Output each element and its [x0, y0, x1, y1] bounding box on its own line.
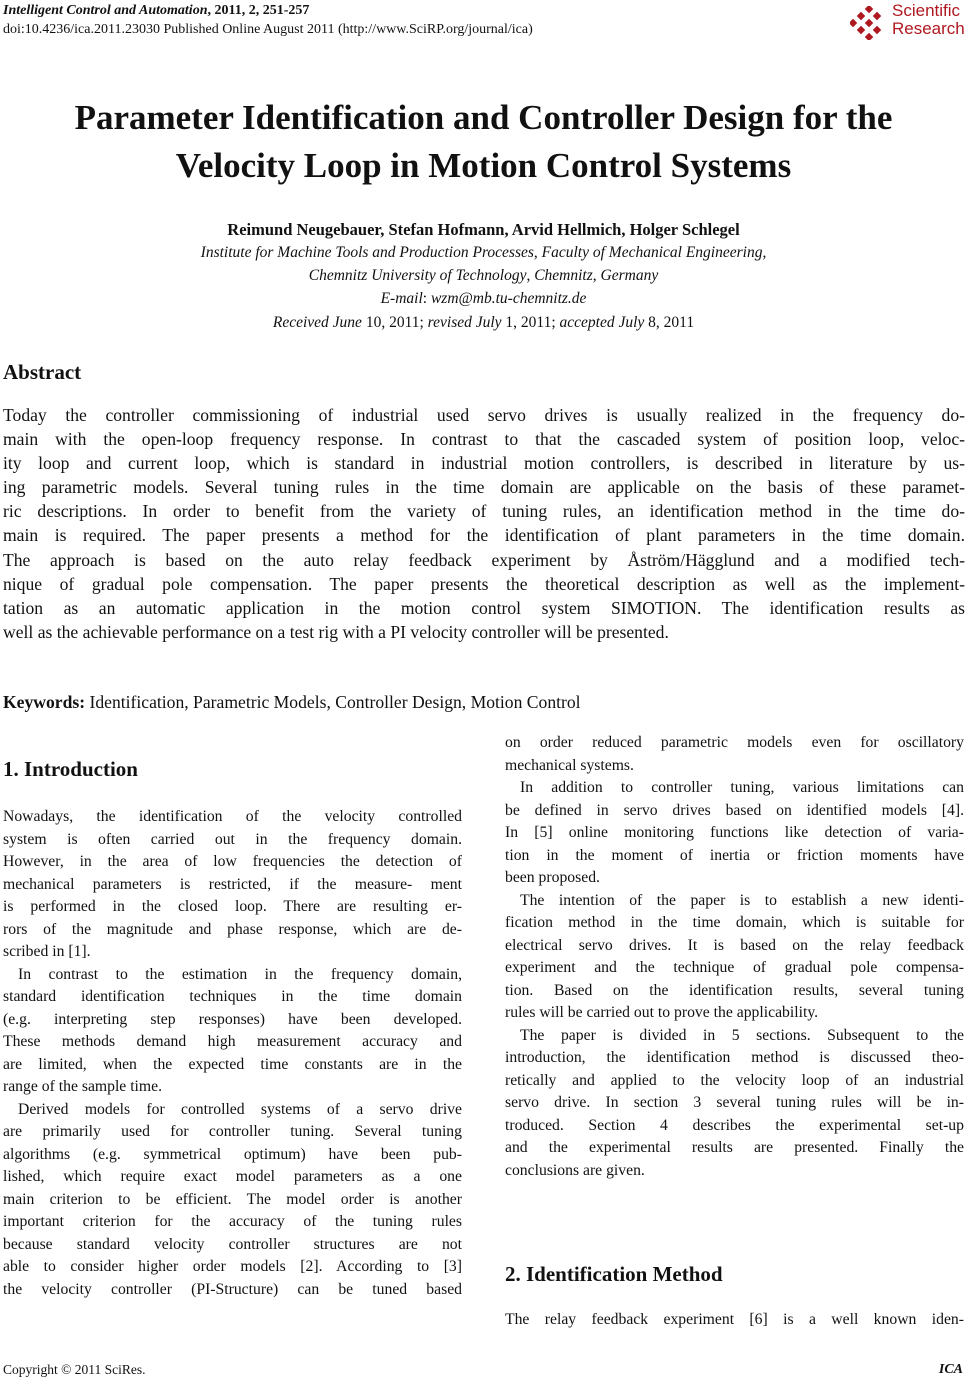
faculty: Faculty of Mechanical Engineering	[541, 244, 763, 261]
journal-name: Intelligent Control and Automation	[3, 3, 208, 18]
institute: Institute for Machine Tools and Production Processes	[200, 244, 534, 261]
text-line: introduction, the identification method is discussed theo-	[505, 1049, 964, 1066]
abstract-heading: Abstract	[3, 360, 82, 384]
authors: Reimund Neugebauer, Stefan Hofmann, Arvid Hellmich, Holger Schlegel	[227, 220, 740, 239]
accepted-label: accepted July	[559, 314, 645, 331]
text-line: lished, which require exact model parameters as a one	[3, 1168, 462, 1185]
text-line: In contrast to the estimation in the frequency domain,	[18, 965, 462, 983]
text-line: because standard velocity controller structures are not	[3, 1235, 462, 1253]
text-line: be defined in servo drives based on identified models [4].	[505, 801, 964, 819]
text-line: able to consider higher order models [2]. According to [3]	[3, 1258, 462, 1275]
title-line-1: Parameter Identification and Controller Design for the	[74, 98, 893, 137]
received-date: 10, 2011;	[361, 314, 428, 331]
logo-line-1: Scientific	[892, 1, 961, 20]
country: Germany	[600, 267, 659, 284]
abstract-line: main with the open-loop frequency response. In contrast to that the cascaded system of position loop, veloc-	[3, 429, 965, 450]
email-address[interactable]: wzm@mb.tu-chemnitz.de	[430, 290, 587, 307]
scirp-logo-icon	[850, 6, 888, 40]
text-line: are primarily used for controller tuning. Several tuning	[3, 1123, 462, 1140]
received-label: Received June	[272, 314, 362, 331]
text-line: on order reduced parametric models even for oscillatory	[505, 734, 964, 751]
abstract-body	[3, 403, 965, 644]
text-line: retically and applied to the velocity loop of an industrial	[505, 1071, 964, 1089]
abstract-line: ity loop and current loop, which is standard in industrial motion controllers, is described in literature by us-	[3, 453, 965, 474]
text-line: rules will be carried out to prove the applicability.	[505, 1004, 819, 1021]
city: Chemnitz	[534, 267, 593, 284]
text-line: mechanical systems.	[505, 756, 634, 774]
text-line: is performed in the closed loop. There are resulting er-	[3, 898, 462, 915]
text-line: Nowadays, the identification of the velocity controlled	[3, 808, 462, 825]
logo-line-2: Research	[892, 19, 965, 38]
text-line: The intention of the paper is to establish a new identi-	[520, 891, 964, 909]
section-heading-identification-method: 2. Identification Method	[505, 1262, 723, 1286]
keywords-text: Identification, Parametric Models, Controller Design, Motion Control	[85, 692, 581, 712]
section-2-text	[505, 1309, 964, 1332]
paragraph	[3, 806, 462, 829]
copyright: Copyright © 2011 SciRes.	[3, 1362, 146, 1377]
text-line: and the experimental results are presented. Finally the	[505, 1139, 964, 1156]
publisher-logo	[850, 2, 967, 42]
dates-line	[0, 312, 967, 333]
text-line: system is often carried out in the frequency domain.	[3, 830, 462, 848]
left-column	[3, 806, 462, 1301]
abstract-line: main is required. The paper presents a method for the identification of plant parameters in the time domain.	[3, 525, 965, 546]
journal-citation	[3, 2, 309, 20]
journal-volume: , 2011, 2, 251-257	[207, 3, 310, 18]
text-line: standard identification techniques in the time domain	[3, 988, 462, 1005]
text-line: tion in the moment of inertia or friction moments have	[505, 846, 964, 864]
sep: ,	[533, 244, 542, 261]
revised-date: 1, 2011;	[501, 314, 560, 331]
abstract-line: nique of gradual pole compensation. The paper presents the theoretical description as well as the implement-	[3, 573, 965, 594]
text-line: servo drive. In section 3 several tuning rules will be in-	[505, 1094, 964, 1111]
text-line: troduced. Section 4 describes the experimental set-up	[505, 1116, 964, 1134]
text-line: The relay feedback experiment [6] is a well known iden-	[505, 1311, 964, 1328]
abstract-line: ric descriptions. In order to benefit from the variety of tuning rules, an identification method in the time do-	[3, 501, 965, 522]
text-line: (e.g. interpreting step responses) have been developed.	[3, 1010, 462, 1028]
sep: :	[422, 290, 431, 307]
text-line: These methods demand high measurement accuracy and	[3, 1033, 462, 1050]
email-line	[0, 288, 967, 309]
sep: ,	[762, 244, 767, 261]
text-line: fication method in the time domain, which is suitable for	[505, 914, 964, 931]
accepted-date: 8, 2011	[644, 314, 695, 331]
university: Chemnitz University of Technology	[308, 267, 527, 284]
text-line: However, in the area of low frequencies the detection of	[3, 853, 462, 870]
email-label: E-mail	[380, 290, 423, 307]
abstract-line: Today the controller commissioning of industrial used servo drives is usually realized in the frequency do-	[3, 405, 965, 425]
text-line: main criterion to be efficient. The model order is another	[3, 1190, 462, 1208]
text-line: rors of the magnitude and phase response, which are de-	[3, 920, 462, 938]
abstract-line: The approach is based on the auto relay feedback experiment by Åström/Hägglund and a modified tech-	[3, 549, 965, 570]
text-line: scribed in [1].	[3, 943, 91, 960]
abstract-line: well as the achievable performance on a test rig with a PI velocity controller will be presented.	[3, 621, 669, 642]
text-line: the velocity controller (PI-Structure) can be tuned based	[3, 1280, 462, 1298]
text-line: tion. Based on the identification results, several tuning	[505, 981, 964, 999]
sep: ,	[592, 267, 601, 284]
text-line: In addition to controller tuning, various limitations can	[520, 779, 964, 796]
keywords-label: Keywords:	[3, 692, 86, 712]
text-line: Derived models for controlled systems of a servo drive	[18, 1100, 462, 1118]
journal-abbreviation: ICA	[938, 1362, 963, 1377]
right-column	[505, 732, 964, 1182]
text-line: electrical servo drives. It is based on the relay feedback	[505, 936, 964, 954]
text-line: mechanical parameters is restricted, if the measure- ment	[3, 875, 462, 893]
text-line: range of the sample time.	[3, 1078, 162, 1095]
paper-title	[0, 94, 967, 190]
section-heading-introduction: 1. Introduction	[3, 757, 138, 781]
abstract-line: tation as an automatic application in the motion control system SIMOTION. The identification results as	[3, 597, 965, 618]
logo-text	[892, 2, 965, 38]
text-line: important criterion for the accuracy of the tuning rules	[3, 1213, 462, 1230]
text-line: The paper is divided in 5 sections. Subsequent to the	[520, 1026, 964, 1044]
text-line: algorithms (e.g. symmetrical optimum) have been pub-	[3, 1145, 462, 1163]
affiliation-line-2	[0, 265, 967, 286]
doi-line: doi:10.4236/ica.2011.23030 Published Online August 2011 (http://www.SciRP.org/journal/ica)	[3, 22, 533, 37]
text-line: conclusions are given.	[505, 1161, 645, 1179]
text-line: In [5] online monitoring functions like detection of varia-	[505, 824, 964, 841]
sep: ,	[526, 267, 535, 284]
keywords	[3, 690, 581, 714]
title-line-2: Velocity Loop in Motion Control Systems	[175, 146, 792, 185]
text-line: experiment and the technique of gradual pole compensa-	[505, 959, 964, 976]
revised-label: revised July	[427, 314, 502, 331]
text-line: been proposed.	[505, 869, 600, 886]
abstract-line: ing parametric models. Several tuning rules in the time domain are applicable on the basis of these paramet-	[3, 477, 965, 498]
text-line: are limited, when the expected time constants are in the	[3, 1055, 462, 1073]
affiliation-line-1	[0, 242, 967, 263]
